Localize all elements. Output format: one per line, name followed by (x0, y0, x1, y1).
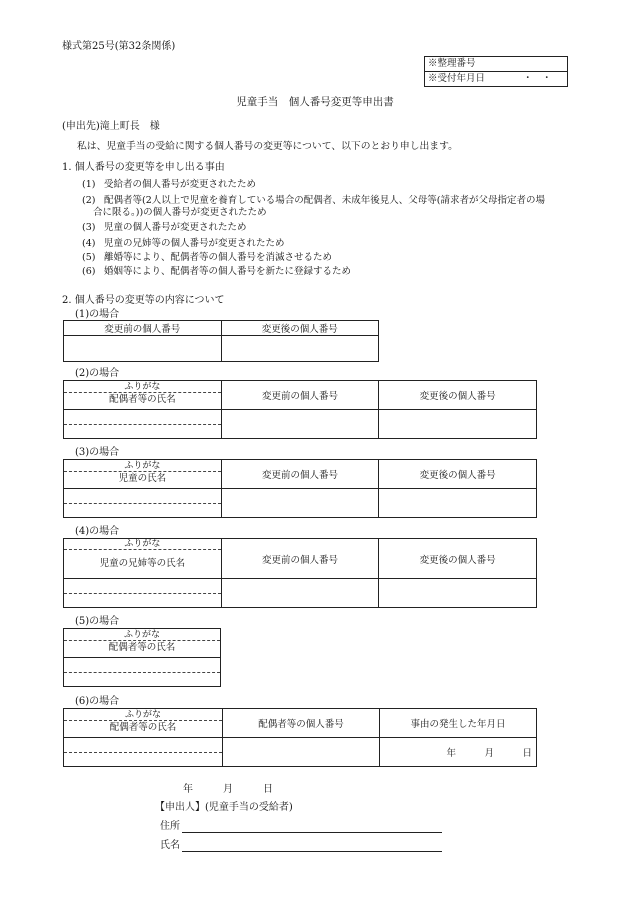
before-number-header: 変更前の個人番号 (221, 460, 379, 489)
receipt-date-field: ※受付年月日 ・ ・ (425, 71, 567, 86)
address-label: 住所 (160, 821, 180, 832)
name-header: 配偶者等の氏名 (109, 394, 176, 405)
before-number-input[interactable] (221, 410, 379, 439)
case4-table (63, 538, 537, 608)
before-number-input[interactable] (64, 336, 222, 362)
furigana-label: ふりがな (64, 711, 222, 721)
spouse-number-header: 配偶者等の個人番号 (223, 709, 380, 738)
case5-label: (5)の場合 (75, 616, 120, 627)
reason-item: (2) 配偶者等(2人以上で児童を養育している場合の配偶者、未成年後見人、父母等(請求者が父母指定者の場 (82, 195, 545, 206)
case2-label: (2)の場合 (75, 368, 120, 379)
reason-item: (4) 児童の兄姉等の個人番号が変更されたため (82, 238, 285, 249)
form-number: 様式第25号(第32条関係) (62, 41, 176, 52)
name-input[interactable] (64, 410, 222, 439)
intro-text: 私は、児童手当の受給に関する個人番号の変更等について、以下のとおり申し出ます。 (77, 141, 458, 152)
before-number-input[interactable] (221, 579, 379, 608)
reason-item: (6) 婚姻等により、配偶者等の個人番号を新たに登録するため (82, 266, 352, 277)
reason-item-continued: 合に限る。))の個人番号が変更されたため (93, 207, 267, 218)
name-header: 児童の氏名 (118, 473, 167, 484)
name-header: 配偶者等の氏名 (109, 722, 177, 733)
furigana-label: ふりがな (64, 540, 221, 550)
name-input[interactable] (64, 579, 222, 608)
section2-heading: 2. 個人番号の変更等の内容について (62, 295, 225, 306)
addressee: (申出先)滝上町長 様 (62, 121, 160, 132)
spouse-number-input[interactable] (223, 738, 380, 767)
furigana-label: ふりがな (64, 383, 221, 393)
name-input[interactable] (64, 738, 223, 767)
name-input[interactable] (64, 658, 221, 687)
reason-item: (3) 児童の個人番号が変更されたため (82, 222, 247, 233)
after-number-header: 変更後の個人番号 (379, 460, 537, 489)
submission-date[interactable]: 年 月 日 (183, 784, 273, 795)
name-label: 氏名 (160, 840, 180, 851)
case4-label: (4)の場合 (75, 526, 120, 537)
after-number-input[interactable] (379, 579, 537, 608)
name-header: 児童の兄姉等の氏名 (99, 557, 186, 569)
before-number-header: 変更前の個人番号 (64, 321, 222, 336)
before-number-input[interactable] (221, 489, 379, 518)
case2-table (63, 380, 537, 439)
after-number-input[interactable] (221, 336, 379, 362)
name-header: 配偶者等の氏名 (108, 642, 176, 653)
case3-table (63, 459, 537, 518)
office-use-box (424, 56, 568, 87)
after-number-header: 変更後の個人番号 (379, 381, 537, 410)
before-number-header: 変更前の個人番号 (221, 539, 379, 579)
address-line[interactable] (182, 832, 442, 833)
case1-label: (1)の場合 (75, 309, 120, 320)
section1-heading: 1. 個人番号の変更等を申し出る事由 (62, 162, 225, 173)
furigana-label: ふりがな (64, 631, 220, 641)
after-number-header: 変更後の個人番号 (379, 539, 537, 579)
applicant-label: 【申出人】(児童手当の受給者) (155, 802, 293, 813)
case3-label: (3)の場合 (75, 447, 120, 458)
case6-label: (6)の場合 (75, 696, 120, 707)
furigana-label: ふりがな (64, 462, 221, 472)
before-number-header: 変更前の個人番号 (221, 381, 379, 410)
name-line[interactable] (182, 851, 442, 852)
reason-item: (1) 受給者の個人番号が変更されたため (82, 179, 257, 190)
case6-table (63, 708, 537, 767)
case1-table (63, 320, 379, 362)
event-date-header: 事由の発生した年月日 (380, 709, 537, 738)
after-number-input[interactable] (379, 410, 537, 439)
reason-item: (5) 離婚等により、配偶者等の個人番号を消滅させるため (82, 252, 333, 263)
case5-table (63, 628, 221, 687)
name-input[interactable] (64, 489, 222, 518)
page-title: 児童手当 個人番号変更等申出書 (236, 96, 394, 108)
after-number-header: 変更後の個人番号 (221, 321, 379, 336)
after-number-input[interactable] (379, 489, 537, 518)
event-date-input[interactable]: 年 月 日 (380, 738, 537, 767)
reference-number-field: ※整理番号 (428, 58, 476, 69)
